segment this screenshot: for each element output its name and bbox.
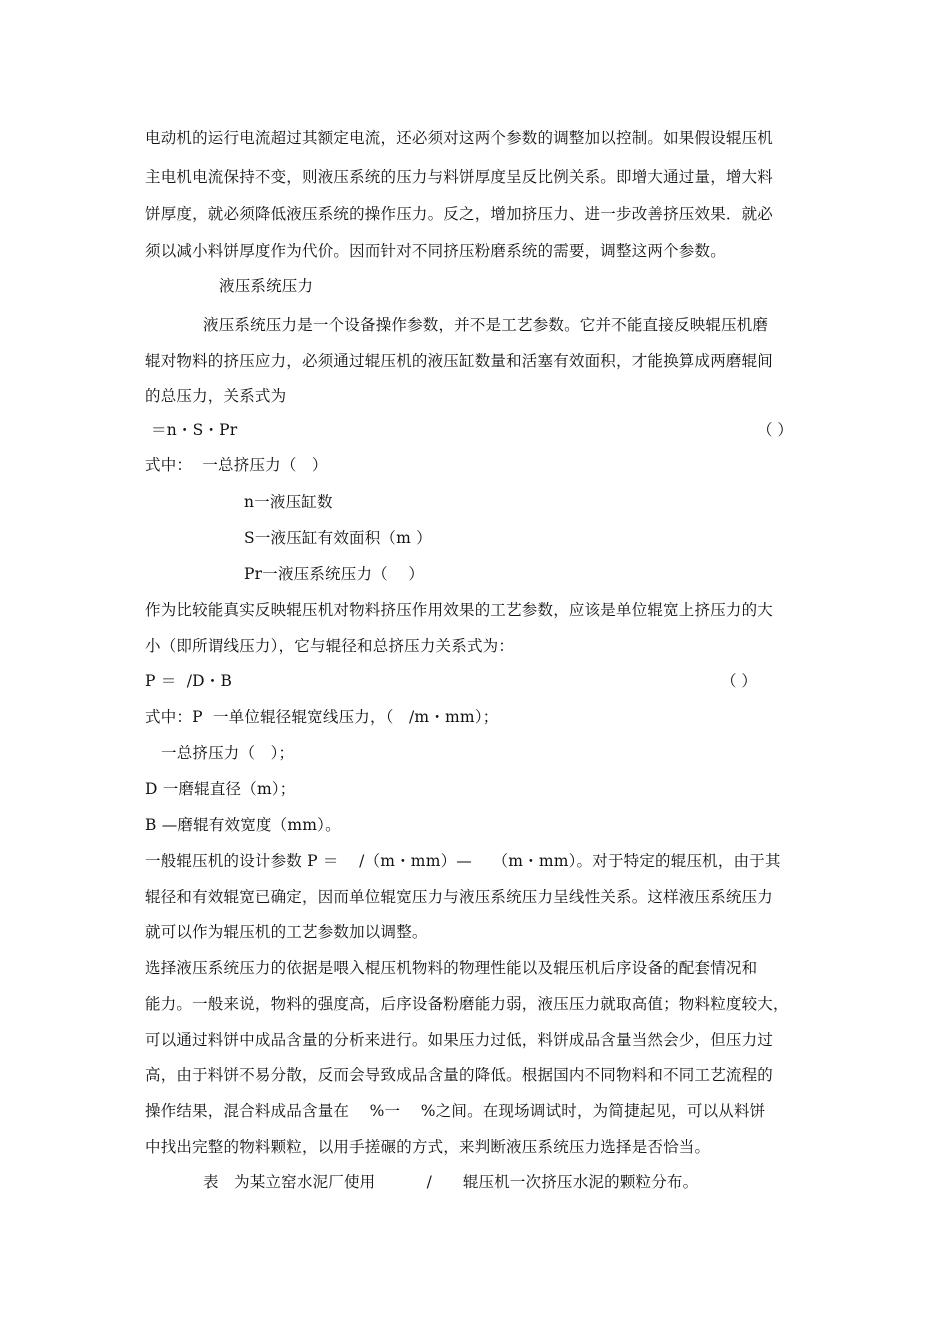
table-caption: 表 为某立窑水泥厂使用 / 辊压机一次挤压水泥的颗粒分布。 xyxy=(203,1173,699,1191)
paragraph-line: 小（即所谓线压力），它与辊径和总挤压力关系式为： xyxy=(145,637,515,655)
variable-definition: 一总挤压力（ ）； xyxy=(161,744,295,762)
paragraph-line: 能力。一般来说，物料的强度高，后序设备粉磨能力弱，液压压力就取高值；物料粒度较大， xyxy=(145,995,789,1013)
variable-definition: B —磨辊有效宽度（mm）。 xyxy=(145,816,341,834)
variable-definition: n一液压缸数 xyxy=(244,493,333,511)
paragraph-line: 须以减小料饼厚度作为代价。因而针对不同挤压粉磨系统的需要，调整这两个参数。 xyxy=(145,242,726,260)
paragraph-line: 饼厚度，就必须降低液压系统的操作压力。反之，增加挤压力、进一步改善挤压效果．就必 xyxy=(145,205,774,223)
formula: ＝n・S・Pr xyxy=(151,421,238,439)
section-heading: 液压系统压力 xyxy=(219,277,314,295)
variable-definition: Pr一液压系统压力（ ） xyxy=(244,565,425,583)
paragraph-line: 就可以作为辊压机的工艺参数加以调整。 xyxy=(145,923,428,941)
formula-number: （ ） xyxy=(721,672,757,690)
paragraph-line: 的总压力，关系式为 xyxy=(145,387,287,405)
paragraph-line: 一般辊压机的设计参数 P ＝ /（m・mm）— （m・mm）。对于特定的辊压机，由于其 xyxy=(145,852,781,870)
formula: P ＝ /D・B xyxy=(145,672,233,690)
variable-definition: D 一磨辊直径（m）； xyxy=(145,780,296,798)
paragraph-line: 操作结果，混合料成品含量在 %一 %之间。在现场调试时，为简捷起见，可以从料饼 xyxy=(145,1102,766,1120)
paragraph-line: 辊径和有效辊宽已确定，因而单位辊宽压力与液压系统压力呈线性关系。这样液压系统压力 xyxy=(145,888,774,906)
paragraph-line: 可以通过料饼中成品含量的分析来进行。如果压力过低，料饼成品含量当然会少，但压力过 xyxy=(145,1031,774,1049)
paragraph-line: 液压系统压力是一个设备操作参数，并不是工艺参数。它并不能直接反映辊压机磨 xyxy=(203,316,769,334)
formula-number: （ ） xyxy=(757,421,793,439)
paragraph-line: 主电机电流保持不变，则液压系统的压力与料饼厚度呈反比例关系。即增大通过量，增大料 xyxy=(145,168,774,186)
variable-definition: 式中： 一总挤压力（ ） xyxy=(145,456,328,474)
paragraph-line: 选择液压系统压力的依据是喂入棍压机物料的物理性能以及辊压机后序设备的配套情况和 xyxy=(145,959,758,977)
paragraph-line: 电动机的运行电流超过其额定电流，还必须对这两个参数的调整加以控制。如果假设辊压机 xyxy=(145,129,774,147)
paragraph-line: 中找出完整的物料颗粒，以用手搓碾的方式，来判断液压系统压力选择是否恰当。 xyxy=(145,1138,711,1156)
variable-definition: S一液压缸有效面积（m ） xyxy=(244,529,432,547)
paragraph-line: 作为比较能真实反映辊压机对物料挤压作用效果的工艺参数，应该是单位辊宽上挤压力的大 xyxy=(145,601,774,619)
paragraph-line: 高，由于料饼不易分散，反而会导致成品含量的降低。根据国内不同物料和不同工艺流程的 xyxy=(145,1066,774,1084)
paragraph-line: 辊对物料的挤压应力，必须通过辊压机的液压缸数量和活塞有效面积，才能换算成两磨辊间 xyxy=(145,352,774,370)
variable-definition: 式中：P 一单位辊径辊宽线压力，（ /m・mm）； xyxy=(145,708,499,726)
